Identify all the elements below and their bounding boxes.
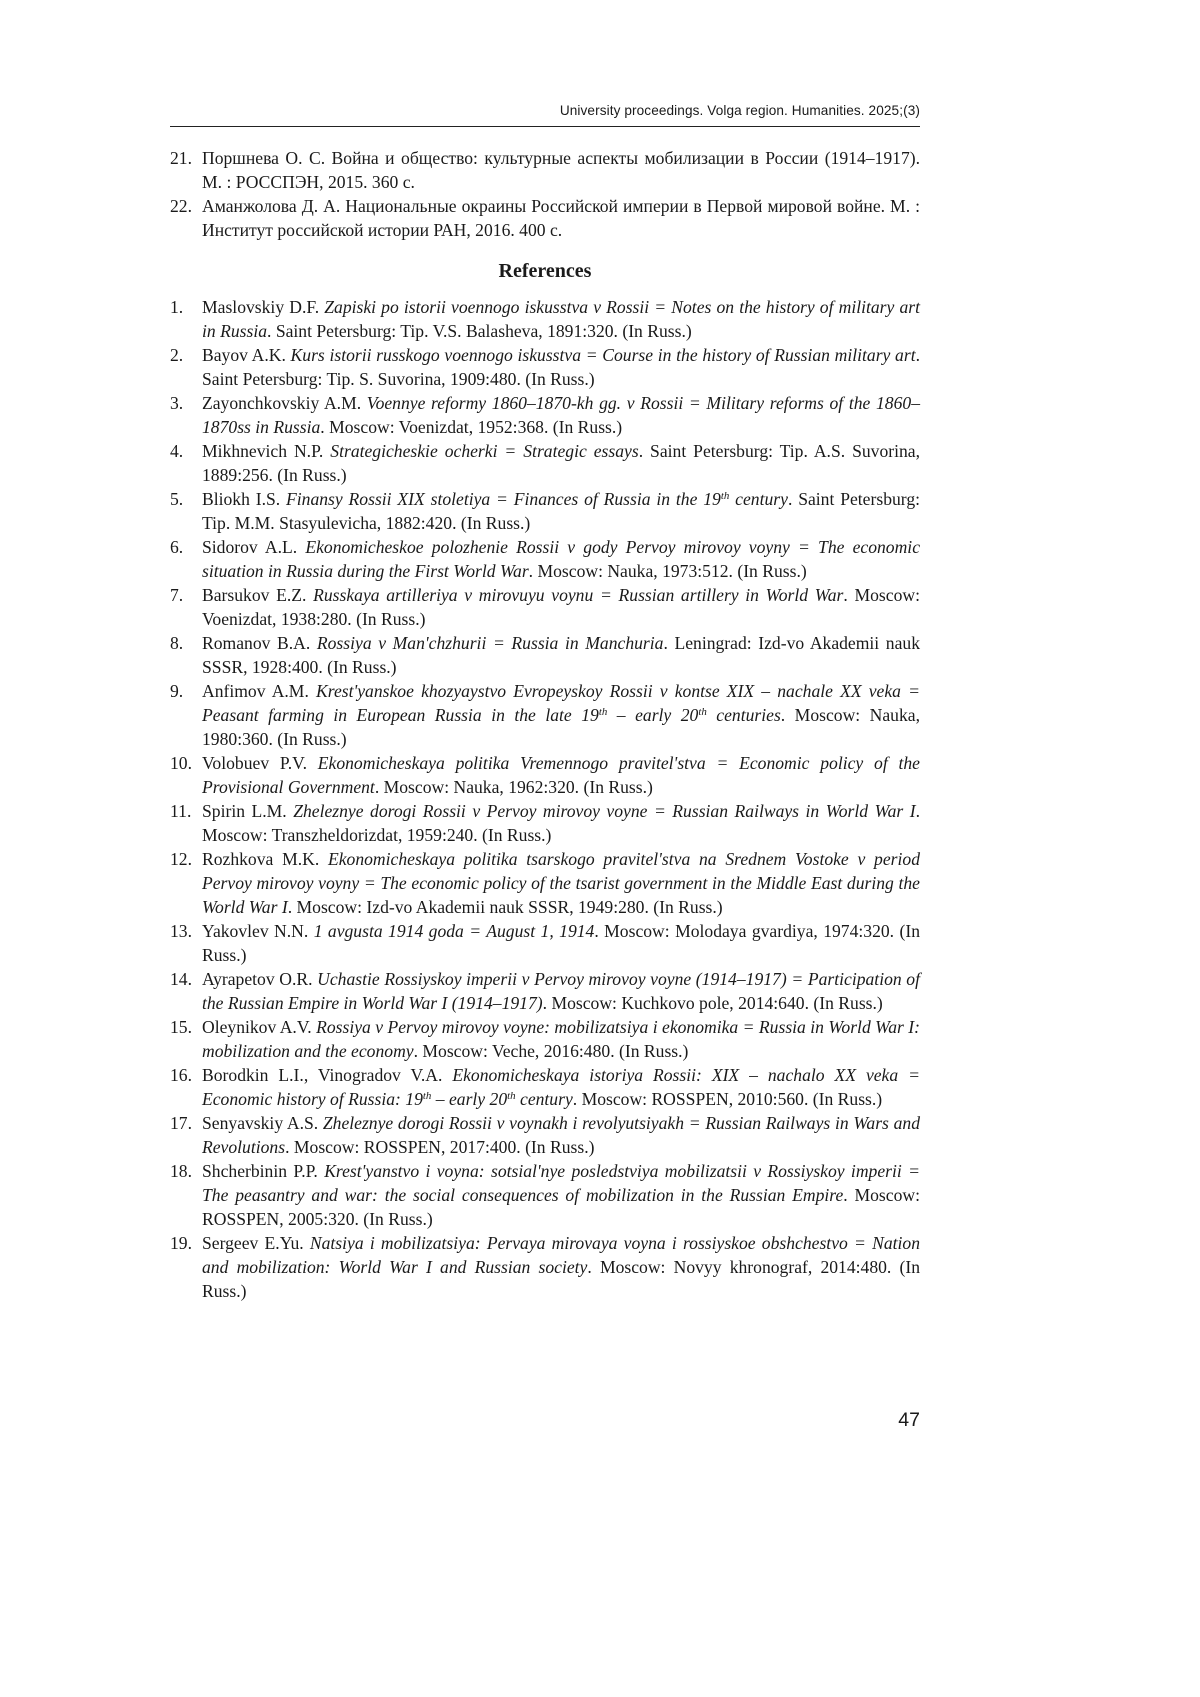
reference-author: Yakovlev N.N. xyxy=(202,921,314,941)
reference-number: 22. xyxy=(170,196,192,216)
reference-publication: . Leningrad: Izd-vo Akademii nauk SSSR, 1928:400. (In Russ.) xyxy=(202,633,921,677)
reference-publication: . Moscow: Nauka, 1973:512. (In Russ.) xyxy=(528,561,807,581)
reference-title-text: century xyxy=(515,1089,573,1109)
reference-title xyxy=(330,441,638,461)
reference-title-text: Krest'yanstvo i voyna: sotsial'nye posledstviya mobilizatsii v Rossiyskoy imperii = The peasantry and war: the social consequences of mobilization in the Russian Empire xyxy=(202,1161,920,1205)
reference-title-text: centuries xyxy=(706,705,781,725)
reference-number: 6. xyxy=(170,537,184,557)
reference-author: Maslovskiy D.F. xyxy=(202,297,325,317)
reference-title-text: Zheleznye dorogi Rossii v voynakh i revolyutsiyakh = Russian Railways in Wars and Revolutions xyxy=(202,1113,920,1157)
reference-author: Bliokh I.S. xyxy=(202,489,287,509)
reference-number: 12. xyxy=(170,849,192,869)
reference-number: 11. xyxy=(170,801,192,821)
reference-item xyxy=(170,1231,920,1303)
superscript: th xyxy=(507,1090,516,1102)
reference-number: 8. xyxy=(170,633,184,653)
reference-title-text: Zheleznye dorogi Rossii v Pervoy mirovoy voyne = Russian Railways in World War I xyxy=(293,801,916,821)
reference-title-text: Kurs istorii russkogo voennogo iskusstva = Course in the history of Russian military art xyxy=(290,345,916,365)
reference-title-text: Strategicheskie ocherki = Strategic essays xyxy=(330,441,639,461)
running-header: University proceedings. Volga region. Humanities. 2025;(3) xyxy=(559,103,920,118)
reference-title-text: Ekonomicheskaya istoriya Rossii: XIX – nachalo XX veka = Economic history of Russia: 19 xyxy=(202,1065,920,1109)
superscript: th xyxy=(422,1090,432,1102)
reference-title xyxy=(291,345,916,365)
reference-author: Shcherbinin P.P. xyxy=(202,1161,325,1181)
reference-item xyxy=(170,487,920,535)
reference-author: Barsukov E.Z. xyxy=(202,585,314,605)
reference-item xyxy=(170,919,920,967)
reference-publication: . Saint Petersburg: Tip. S. Suvorina, 1909:480. (In Russ.) xyxy=(202,345,920,389)
superscript: th xyxy=(720,490,730,502)
reference-item xyxy=(170,1159,920,1231)
reference-text: Аманжолова Д. А. Национальные окраины Российской империи в Первой мировой войне. М. : Институт российской истории РАН, 2016. 400 с. xyxy=(202,196,920,240)
reference-publication: . Saint Petersburg: Tip. A.S. Suvorina, 1889:256. (In Russ.) xyxy=(202,441,921,485)
reference-author: Rozhkova M.K. xyxy=(202,849,328,869)
reference-title-text: Natsiya i mobilizatsiya: Pervaya mirovaya voyna i rossiyskoe obshchestvo = Nation and mobilization: World War I and Russian society xyxy=(202,1233,920,1277)
superscript: th xyxy=(598,706,608,718)
reference-title-text: Voennye reformy 1860–1870-kh gg. v Rossii = Military reforms of the 1860–1870ss in Russia xyxy=(202,393,920,437)
reference-title-text: – early 20 xyxy=(431,1089,508,1109)
reference-title-text: 1 avgusta 1914 goda = August 1, 1914 xyxy=(313,921,595,941)
reference-title-text: Rossiya v Pervoy mirovoy voyne: mobilizatsiya i ekonomika = Russia in World War I: mobilization and the economy xyxy=(202,1017,920,1061)
reference-number: 15. xyxy=(170,1017,192,1037)
reference-number: 10. xyxy=(170,753,192,773)
reference-item xyxy=(170,799,920,847)
reference-number: 18. xyxy=(170,1161,192,1181)
reference-title-text: Ekonomicheskaya politika Vremennogo pravitel'stva = Economic policy of the Provisional Government xyxy=(202,753,920,797)
superscript: th xyxy=(698,706,707,718)
reference-title xyxy=(313,585,843,605)
reference-item xyxy=(170,391,920,439)
reference-author: Zayonchkovskiy A.M. xyxy=(202,393,367,413)
reference-title xyxy=(286,489,788,509)
page-number: 47 xyxy=(898,1409,920,1431)
reference-title-text: century xyxy=(729,489,788,509)
reference-item xyxy=(170,967,920,1015)
reference-author: Ayrapetov O.R. xyxy=(202,969,318,989)
russian-reference-list xyxy=(170,146,920,242)
reference-item xyxy=(170,343,920,391)
reference-author: Romanov B.A. xyxy=(202,633,317,653)
reference-publication: . Moscow: Veche, 2016:480. (In Russ.) xyxy=(413,1041,689,1061)
reference-title-text: Zapiski po istorii voennogo iskusstva v Rossii = Notes on the history of military art in Russia xyxy=(202,297,920,341)
reference-title-text: Ekonomicheskoe polozhenie Rossii v gody Pervoy mirovoy voyny = The economic situation in Russia during the First World War xyxy=(202,537,920,581)
reference-item xyxy=(170,295,920,343)
reference-number: 1. xyxy=(170,297,184,317)
reference-publication: . Moscow: Molodaya gvardiya, 1974:320. (In Russ.) xyxy=(202,921,920,965)
reference-author: Sidorov A.L. xyxy=(202,537,306,557)
reference-number: 21. xyxy=(170,148,192,168)
references-heading: References xyxy=(498,260,592,282)
page-content xyxy=(170,146,920,1303)
english-reference-list xyxy=(170,295,920,1303)
reference-author: Mikhnevich N.P. xyxy=(202,441,331,461)
reference-publication: . Moscow: Nauka, 1962:320. (In Russ.) xyxy=(374,777,653,797)
reference-number: 5. xyxy=(170,489,184,509)
reference-author: Borodkin L.I., Vinogradov V.A. xyxy=(202,1065,453,1085)
reference-publication: . Moscow: ROSSPEN, 2010:560. (In Russ.) xyxy=(572,1089,883,1109)
reference-publication: . Moscow: Nauka, 1980:360. (In Russ.) xyxy=(202,705,920,749)
reference-publication: . Moscow: Voenizdat, 1952:368. (In Russ.) xyxy=(320,417,623,437)
reference-author: Oleynikov A.V. xyxy=(202,1017,317,1037)
reference-title-text: – early 20 xyxy=(607,705,699,725)
reference-author: Senyavskiy A.S. xyxy=(202,1113,323,1133)
reference-text: Поршнева О. С. Война и общество: культурные аспекты мобилизации в России (1914–1917). М. : РОССПЭН, 2015. 360 с. xyxy=(202,148,920,192)
reference-publication: . Moscow: Voenizdat, 1938:280. (In Russ.) xyxy=(202,585,920,629)
reference-publication: . Moscow: Izd-vo Akademii nauk SSSR, 1949:280. (In Russ.) xyxy=(287,897,723,917)
reference-title-text: Uchastie Rossiyskoy imperii v Pervoy mirovoy voyne (1914–1917) = Participation of the Russian Empire in World War I (1914–1917) xyxy=(202,969,920,1013)
reference-number: 14. xyxy=(170,969,192,989)
reference-item xyxy=(170,194,920,242)
reference-publication: . Saint Petersburg: Tip. M.M. Stasyulevicha, 1882:420. (In Russ.) xyxy=(202,489,921,533)
reference-author: Sergeev E.Yu. xyxy=(202,1233,310,1253)
reference-publication: . Moscow: Transzheldorizdat, 1959:240. (In Russ.) xyxy=(202,801,921,845)
reference-item xyxy=(170,583,920,631)
reference-number: 2. xyxy=(170,345,184,365)
reference-item xyxy=(170,535,920,583)
reference-number: 19. xyxy=(170,1233,192,1253)
reference-number: 13. xyxy=(170,921,192,941)
reference-publication: . Saint Petersburg: Tip. V.S. Balasheva, 1891:320. (In Russ.) xyxy=(267,321,692,341)
reference-item xyxy=(170,847,920,919)
reference-item xyxy=(170,1111,920,1159)
reference-title xyxy=(293,801,915,821)
reference-title xyxy=(314,921,595,941)
reference-title-text: Russkaya artilleriya v mirovuyu voynu = Russian artillery in World War xyxy=(313,585,844,605)
reference-item xyxy=(170,439,920,487)
reference-author: Spirin L.M. xyxy=(202,801,294,821)
reference-number: 3. xyxy=(170,393,184,413)
reference-author: Bayov A.K. xyxy=(202,345,291,365)
reference-item xyxy=(170,1063,920,1111)
reference-item xyxy=(170,679,920,751)
header-rule xyxy=(170,126,920,127)
reference-author: Volobuev P.V. xyxy=(202,753,318,773)
reference-title xyxy=(317,633,664,653)
reference-publication: . Moscow: ROSSPEN, 2005:320. (In Russ.) xyxy=(202,1185,920,1229)
reference-title-text: Rossiya v Man'chzhurii = Russia in Manchuria xyxy=(316,633,664,653)
reference-item xyxy=(170,631,920,679)
reference-number: 4. xyxy=(170,441,184,461)
reference-number: 9. xyxy=(170,681,184,701)
reference-publication: . Moscow: ROSSPEN, 2017:400. (In Russ.) xyxy=(285,1137,595,1157)
reference-title-text: Finansy Rossii XIX stoletiya = Finances of Russia in the 19 xyxy=(286,489,721,509)
reference-number: 16. xyxy=(170,1065,192,1085)
reference-title-text: Krest'yanskoe khozyaystvo Evropeyskoy Rossii v kontse XIX – nachale XX veka = Peasant farming in European Russia in the late 19 xyxy=(202,681,920,725)
reference-number: 7. xyxy=(170,585,184,605)
reference-publication: . Moscow: Kuchkovo pole, 2014:640. (In Russ.) xyxy=(542,993,883,1013)
reference-author: Anfimov A.M. xyxy=(202,681,317,701)
reference-publication: . Moscow: Novyy khronograf, 2014:480. (In Russ.) xyxy=(202,1257,921,1301)
reference-title-text: Ekonomicheskaya politika tsarskogo pravitel'stva na Srednem Vostoke v period Pervoy mirovoy voyny = The economic policy of the tsarist government in the Middle East during the World War I xyxy=(202,849,920,917)
reference-number: 17. xyxy=(170,1113,192,1133)
reference-item xyxy=(170,146,920,194)
reference-item xyxy=(170,1015,920,1063)
reference-item xyxy=(170,751,920,799)
